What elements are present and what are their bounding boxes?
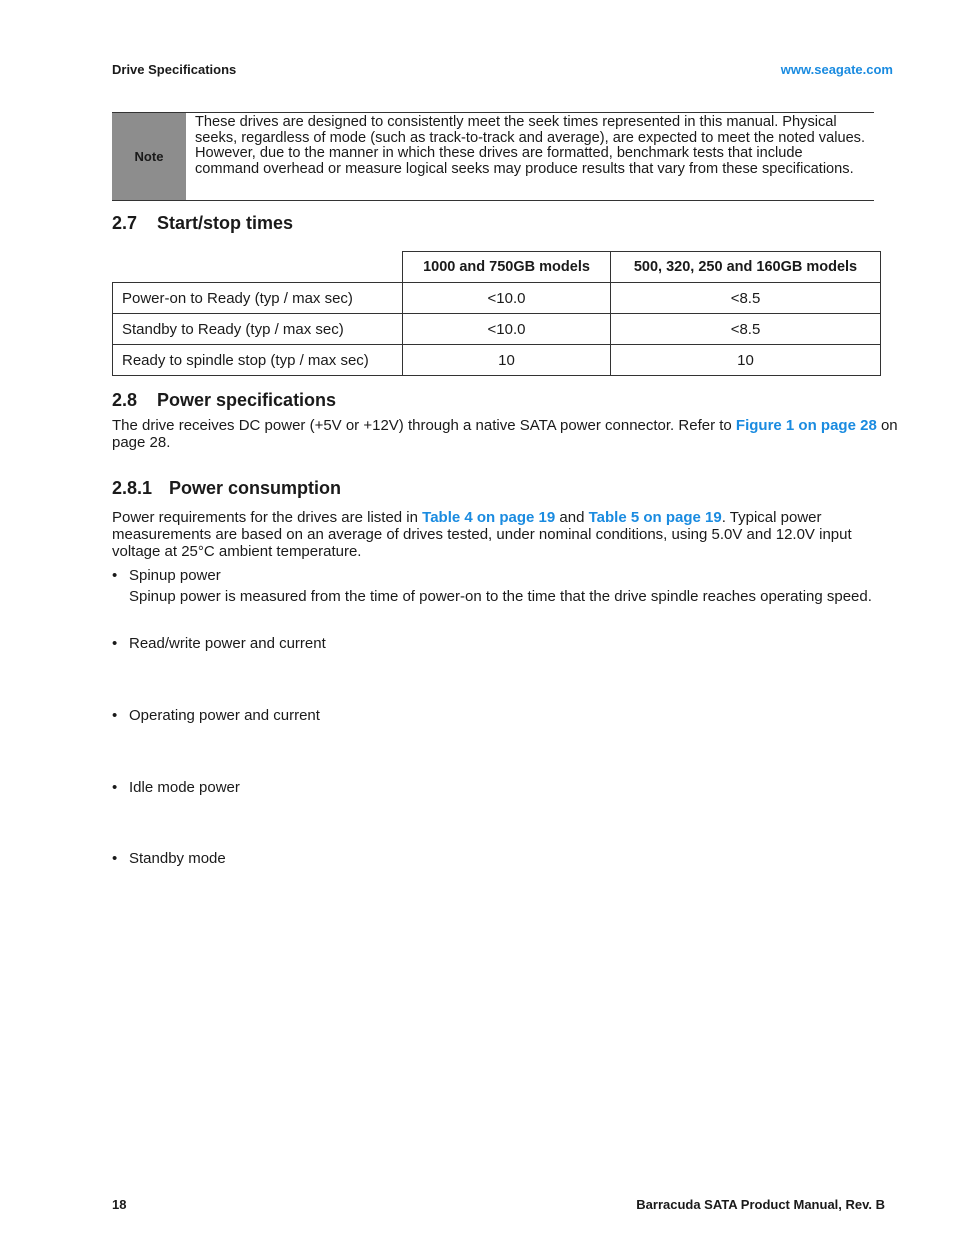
section-title: Power consumption — [169, 478, 342, 498]
table-cell: <10.0 — [403, 314, 611, 345]
list-item-title: Spinup power — [129, 567, 221, 584]
paragraph-text: and — [555, 509, 589, 526]
table-row — [113, 314, 881, 345]
table-header-cell: 1000 and 750GB models — [403, 252, 611, 283]
section-number: 2.7 — [112, 213, 138, 233]
table-cell: 10 — [611, 345, 881, 376]
figure-1-link[interactable]: Figure 1 on page 28 — [735, 417, 877, 434]
table-cell: 10 — [403, 345, 611, 376]
list-item — [112, 707, 320, 724]
table-cell: <10.0 — [403, 283, 611, 314]
paragraph-text: on page 28. — [112, 417, 898, 451]
note-label: Note — [112, 113, 186, 200]
list-item-title: Read/write power and current — [129, 635, 326, 652]
paragraph-text: The drive receives DC power (+5V or +12V) through a native SATA power connector. Refer to — [112, 417, 736, 434]
section-heading-power-consumption — [112, 478, 341, 499]
power-consumption-paragraph — [112, 509, 902, 560]
table-4-link[interactable]: Table 4 on page 19 — [422, 509, 556, 526]
bullet-glyph: • — [112, 850, 118, 867]
list-item — [112, 635, 326, 652]
table-header-cell: 500, 320, 250 and 160GB models — [611, 252, 881, 283]
list-item — [112, 779, 240, 796]
table-5-link[interactable]: Table 5 on page 19 — [588, 509, 722, 526]
footer-page-number: 18 — [112, 1197, 127, 1212]
start-stop-table — [112, 251, 881, 376]
table-cell: Standby to Ready (typ / max sec) — [113, 314, 403, 345]
note-text: These drives are designed to consistently meet the seek times represented in this manual. Physical seeks, regardless of mode (such as track-to-track and average), are expected to meet the noted values. However, due to the manner in which these drives are formatted, benchmark tests that include command overhead or measure logical seeks may produce results that vary from these specifications. — [195, 114, 866, 177]
table-header-row — [113, 252, 881, 283]
list-item-title: Operating power and current — [129, 707, 320, 724]
list-item-title: Standby mode — [129, 850, 226, 867]
table-cell: <8.5 — [611, 314, 881, 345]
section-heading-start-stop — [112, 213, 293, 234]
list-item-title: Idle mode power — [129, 779, 240, 796]
footer-manual-title: Barracuda SATA Product Manual, Rev. B — [636, 1197, 885, 1212]
table-cell: Ready to spindle stop (typ / max sec) — [113, 345, 403, 376]
section-number: 2.8 — [112, 390, 138, 410]
section-heading-power-specs — [112, 390, 336, 411]
table-header-cell — [113, 252, 403, 283]
paragraph-text: Power requirements for the drives are listed in — [112, 509, 423, 526]
paragraph-text: . Typical power measurements are based on an average of drives tested, under nominal conditions, using 5.0V and 12.0V input voltage at 25°C ambient temperature. — [112, 509, 852, 560]
bullet-glyph: • — [112, 707, 118, 724]
bullet-glyph: • — [112, 567, 118, 584]
note-box — [112, 112, 874, 201]
table-cell: Power-on to Ready (typ / max sec) — [113, 283, 403, 314]
section-title: Power specifications — [157, 390, 337, 410]
list-item — [112, 567, 221, 584]
power-specs-paragraph — [112, 417, 902, 451]
section-title: Start/stop times — [157, 213, 294, 233]
table-row — [113, 283, 881, 314]
bullet-glyph: • — [112, 779, 118, 796]
table-cell: <8.5 — [611, 283, 881, 314]
list-item — [112, 850, 226, 867]
header-section-title: Drive Specifications — [112, 62, 237, 77]
table-row — [113, 345, 881, 376]
header-website-link[interactable]: www.seagate.com — [780, 62, 893, 77]
section-number: 2.8.1 — [112, 478, 153, 498]
list-item-body: Spinup power is measured from the time of power-on to the time that the drive spindle reaches operating speed. — [129, 588, 872, 605]
bullet-glyph: • — [112, 635, 118, 652]
